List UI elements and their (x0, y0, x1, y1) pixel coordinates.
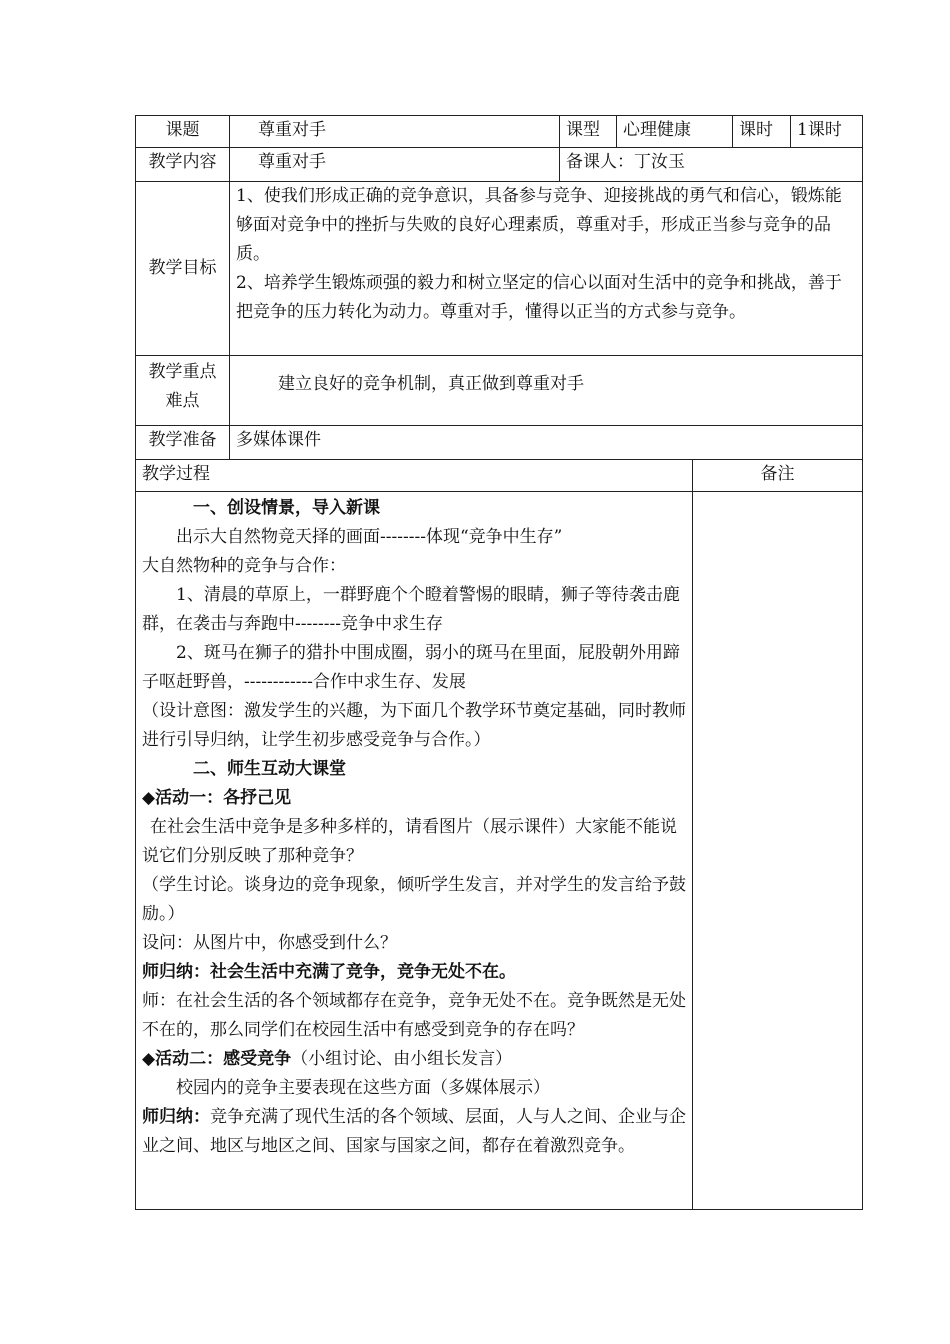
paragraph: （设计意图：激发学生的兴趣，为下面几个教学环节奠定基础，同时教师进行引导归纳，让学生初步感受竞争与合作。） (142, 701, 686, 750)
course-type-value: 心理健康 (617, 116, 733, 148)
goals-label: 教学目标 (136, 182, 230, 356)
topic-value: 尊重对手 (230, 116, 560, 148)
section-title: 二、师生互动大课堂 (193, 759, 346, 779)
goals-value (230, 182, 863, 356)
goals-row (136, 182, 863, 356)
teacher-summary: 师归纳：社会生活中充满了竞争，竞争无处不在。 (142, 962, 516, 982)
class-hours-label: 课时 (733, 116, 791, 148)
notes-content (693, 492, 863, 1210)
preparation-value: 多媒体课件 (230, 426, 863, 460)
teacher-summary-label: 师归纳： (142, 1107, 210, 1127)
class-hours-value: 1课时 (791, 116, 863, 148)
teacher-summary-text: 竞争充满了现代生活的各个领域、层面，人与人之间、企业与企业之间、地区与地区之间、国家与国家之间，都存在着激烈竞争。 (142, 1107, 686, 1156)
topic-label: 课题 (136, 116, 230, 148)
process-body-row (136, 492, 863, 1210)
key-points-row (136, 356, 863, 426)
paragraph: 出示大自然物竞天择的画面--------体现“竞争中生存” (176, 527, 563, 547)
notes-label: 备注 (693, 460, 863, 492)
key-points-value: 建立良好的竞争机制，真正做到尊重对手 (230, 356, 863, 426)
preparation-row (136, 426, 863, 460)
course-type-label: 课型 (560, 116, 617, 148)
key-points-label: 教学重点 难点 (136, 356, 230, 426)
process-label: 教学过程 (136, 460, 693, 492)
activity-note: （小组讨论、由小组长发言） (291, 1049, 513, 1069)
paragraph: 师：在社会生活的各个领域都存在竞争，竞争无处不在。竞争既然是无处不在的，那么同学们在校园生活中有感受到竞争的存在吗？ (142, 991, 686, 1040)
process-header-row (136, 460, 863, 492)
content-value: 尊重对手 (230, 148, 560, 182)
process-content (136, 492, 693, 1210)
lesson-plan-table (135, 115, 863, 1210)
preparer: 备课人：丁汝玉 (560, 148, 863, 182)
goal-item: 2、培养学生锻炼顽强的毅力和树立坚定的信心以面对生活中的竞争和挑战，善于把竞争的压力转化为动力。尊重对手，懂得以正当的方式参与竞争。 (236, 273, 842, 322)
activity-title-line (142, 1045, 686, 1074)
topic-row (136, 116, 863, 148)
activity-title: ◆活动一：各抒己见 (142, 788, 292, 808)
content-label: 教学内容 (136, 148, 230, 182)
paragraph: 设问：从图片中，你感受到什么？ (142, 933, 397, 953)
goal-item: 1、使我们形成正确的竞争意识，具备参与竞争、迎接挑战的勇气和信心，锻炼能够面对竞争中的挫折与失败的良好心理素质，尊重对手，形成正当参与竞争的品质。 (236, 186, 842, 264)
section-title: 一、创设情景，导入新课 (193, 498, 380, 518)
paragraph: 大自然物种的竞争与合作： (142, 556, 346, 576)
paragraph: 2、斑马在狮子的猎扑中围成圈，弱小的斑马在里面，屁股朝外用蹄子呕赶野兽，------------合作中求生存、发展 (142, 643, 680, 692)
paragraph: 1、清晨的草原上，一群野鹿个个瞪着警惕的眼睛，狮子等待袭击鹿群，在袭击与奔跑中--------竞争中求生存 (142, 585, 680, 634)
activity-title: ◆活动二：感受竞争 (142, 1049, 292, 1069)
paragraph: 在社会生活中竞争是多种多样的，请看图片（展示课件）大家能不能说说它们分别反映了那种竞争？ (142, 817, 677, 866)
paragraph: 校园内的竞争主要表现在这些方面（多媒体展示） (176, 1078, 550, 1098)
teacher-summary-line (142, 1103, 686, 1161)
lesson-plan-page (135, 115, 862, 1210)
preparation-label: 教学准备 (136, 426, 230, 460)
paragraph: （学生讨论。谈身边的竞争现象，倾听学生发言，并对学生的发言给予鼓励。） (142, 875, 686, 924)
content-row (136, 148, 863, 182)
